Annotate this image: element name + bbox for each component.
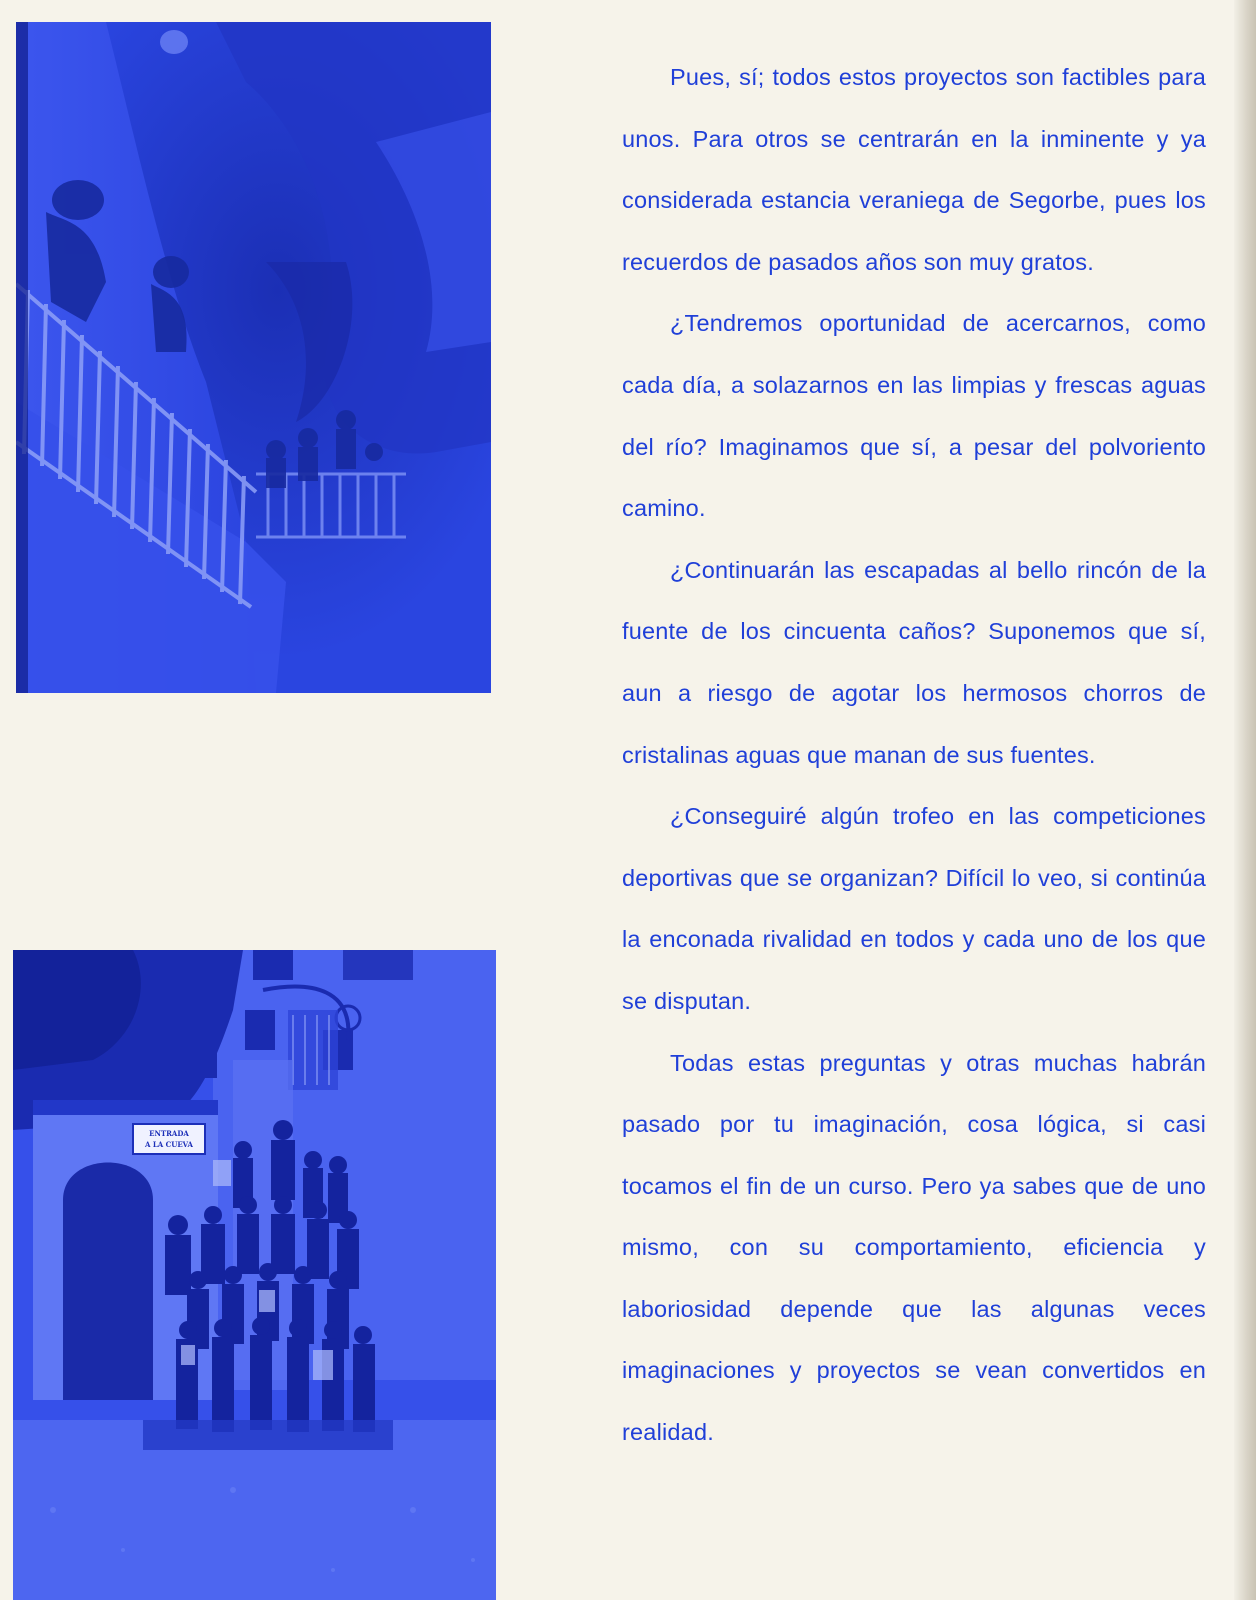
sign-line-2: A LA CUEVA: [145, 1140, 193, 1149]
paragraph-5: Todas estas preguntas y otras muchas habrán pasado por tu imaginación, cosa lógica, si casi tocamos el fin de un curso. Pero ya sabes que de uno mismo, con su comportamiento, eficiencia y laboriosidad depende que las algunas veces imaginaciones y proyectos se vean convertidos en realidad.: [622, 1049, 1206, 1446]
photo-group-cave-entrance-image: [13, 950, 496, 1600]
photo-cave-staircase-image: [16, 22, 491, 693]
photo-group-cave-entrance: [13, 950, 496, 1600]
photo-cave-staircase: [16, 22, 491, 693]
paragraph-3: ¿Continuarán las escapadas al bello rincón de la fuente de los cincuenta caños? Suponemos que sí, aun a riesgo de agotar los hermosos chorros de cristalinas aguas que manan de sus fuentes.: [622, 556, 1206, 768]
paragraph-2: ¿Tendremos oportunidad de acercarnos, como cada día, a solazarnos en las limpias y frescas aguas del río? Imaginamos que sí, a pesar del polvoriento camino.: [622, 310, 1206, 522]
paragraph-1: Pues, sí; todos estos proyectos son factibles para unos. Para otros se centrarán en la inminente y ya considerada estancia veraniega de Segorbe, pues los recuerdos de pasados años son muy gratos.: [622, 64, 1206, 275]
article-text: [622, 47, 1206, 1464]
page-edge: [1234, 0, 1256, 1600]
paragraph-4: ¿Conseguiré algún trofeo en las competiciones deportivas que se organizan? Difícil lo veo, si continúa la enconada rivalidad en todos y cada uno de los que se disputan.: [622, 803, 1206, 1014]
sign-line-1: ENTRADA: [149, 1129, 189, 1138]
